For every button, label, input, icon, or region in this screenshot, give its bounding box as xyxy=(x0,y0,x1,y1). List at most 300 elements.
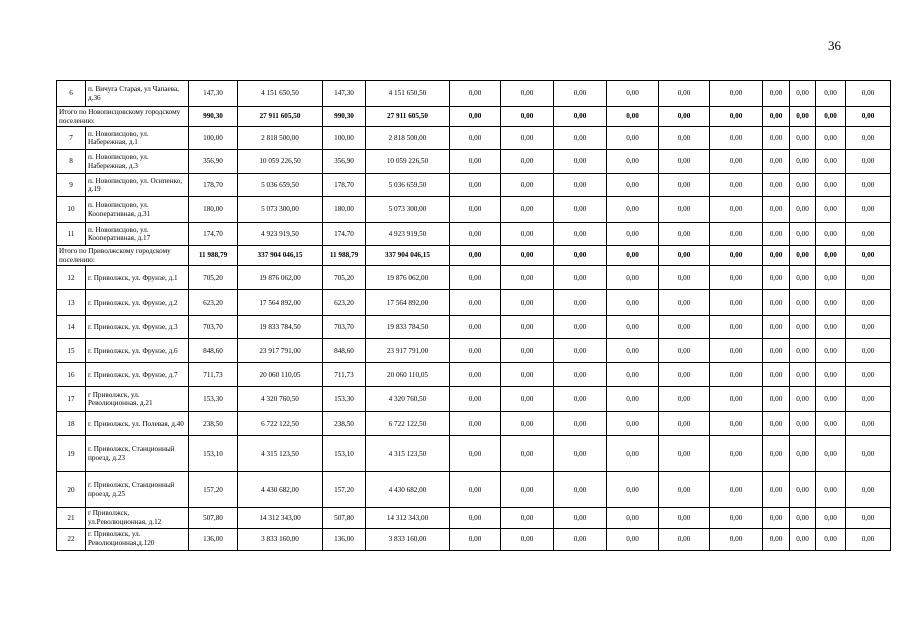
row-number: 15 xyxy=(57,339,86,363)
value-cell: 0,00 xyxy=(659,528,710,550)
value-cell: 0,00 xyxy=(554,223,607,246)
value-cell: 0,00 xyxy=(846,387,891,412)
row-number: 19 xyxy=(57,436,86,472)
value-cell: 0,00 xyxy=(763,316,790,339)
value-cell: 0,00 xyxy=(607,412,659,436)
address-cell: п. Вичуга Старая, ул Чапаева, д.36 xyxy=(86,81,189,107)
value-cell: 0,00 xyxy=(816,508,846,528)
value-cell: 0,00 xyxy=(501,436,554,472)
row-number: 22 xyxy=(57,528,86,550)
address-cell: г. Приволжск, ул. Фрунзе, д.2 xyxy=(86,290,189,316)
value-cell: 0,00 xyxy=(846,81,891,107)
value-cell: 0,00 xyxy=(607,223,659,246)
value-cell: 0,00 xyxy=(607,508,659,528)
value-cell: 0,00 xyxy=(816,174,846,197)
value-cell: 14 312 343,00 xyxy=(366,508,450,528)
value-cell: 0,00 xyxy=(450,223,501,246)
address-cell: п. Новописцово, ул. Кооперативная, д.17 xyxy=(86,223,189,246)
value-cell: 174,70 xyxy=(189,223,238,246)
value-cell: 0,00 xyxy=(763,528,790,550)
value-cell: 623,20 xyxy=(189,290,238,316)
value-cell: 0,00 xyxy=(607,174,659,197)
address-cell: г. Приволжск, ул. Фрунзе, д.3 xyxy=(86,316,189,339)
value-cell: 0,00 xyxy=(501,508,554,528)
value-cell: 0,00 xyxy=(763,412,790,436)
row-number: 21 xyxy=(57,508,86,528)
value-cell: 0,00 xyxy=(554,339,607,363)
value-cell: 2 818 500,00 xyxy=(366,127,450,150)
value-cell: 4 923 919,50 xyxy=(238,223,323,246)
value-cell: 0,00 xyxy=(790,150,816,174)
value-cell: 0,00 xyxy=(763,150,790,174)
table-row xyxy=(57,387,891,412)
address-cell: г Приволжск, ул.Революционная, д.12 xyxy=(86,508,189,528)
value-cell: 0,00 xyxy=(790,436,816,472)
value-cell: 0,00 xyxy=(816,436,846,472)
value-cell: 0,00 xyxy=(710,363,763,387)
value-cell: 23 917 791,00 xyxy=(366,339,450,363)
table-row xyxy=(57,508,891,528)
value-cell: 153,30 xyxy=(323,387,366,412)
value-cell: 848,60 xyxy=(189,339,238,363)
value-cell: 0,00 xyxy=(501,316,554,339)
address-cell: г. Приволжск, ул. Фрунзе, д.7 xyxy=(86,363,189,387)
value-cell: 0,00 xyxy=(846,290,891,316)
value-cell: 0,00 xyxy=(501,528,554,550)
value-cell: 0,00 xyxy=(450,81,501,107)
value-cell: 0,00 xyxy=(607,472,659,508)
value-cell: 337 904 046,15 xyxy=(238,246,323,266)
value-cell: 0,00 xyxy=(763,508,790,528)
table-row xyxy=(57,339,891,363)
value-cell: 0,00 xyxy=(450,290,501,316)
value-cell: 0,00 xyxy=(501,127,554,150)
value-cell: 0,00 xyxy=(710,127,763,150)
address-cell: г. Приволжск, ул. Фрунзе, д.1 xyxy=(86,266,189,290)
value-cell: 4 151 650,50 xyxy=(366,81,450,107)
value-cell: 4 320 760,50 xyxy=(366,387,450,412)
value-cell: 0,00 xyxy=(607,436,659,472)
housing-registry-table xyxy=(56,80,891,551)
value-cell: 0,00 xyxy=(450,316,501,339)
value-cell: 0,00 xyxy=(710,436,763,472)
value-cell: 0,00 xyxy=(659,246,710,266)
value-cell: 0,00 xyxy=(607,266,659,290)
value-cell: 0,00 xyxy=(659,316,710,339)
value-cell: 0,00 xyxy=(816,412,846,436)
value-cell: 0,00 xyxy=(790,290,816,316)
value-cell: 0,00 xyxy=(790,339,816,363)
value-cell: 0,00 xyxy=(763,246,790,266)
table-row xyxy=(57,528,891,550)
value-cell: 0,00 xyxy=(450,339,501,363)
address-cell: г Приволжск, ул. Революционная, д.21 xyxy=(86,387,189,412)
value-cell: 0,00 xyxy=(659,197,710,223)
value-cell: 0,00 xyxy=(501,266,554,290)
value-cell: 0,00 xyxy=(501,107,554,127)
value-cell: 0,00 xyxy=(710,290,763,316)
value-cell: 4 430 682,00 xyxy=(238,472,323,508)
value-cell: 0,00 xyxy=(710,174,763,197)
row-number: 20 xyxy=(57,472,86,508)
value-cell: 238,50 xyxy=(189,412,238,436)
value-cell: 0,00 xyxy=(554,150,607,174)
value-cell: 2 818 500,00 xyxy=(238,127,323,150)
value-cell: 180,00 xyxy=(189,197,238,223)
value-cell: 0,00 xyxy=(790,81,816,107)
value-cell: 0,00 xyxy=(763,387,790,412)
page-number: 36 xyxy=(828,38,841,53)
value-cell: 0,00 xyxy=(816,266,846,290)
value-cell: 0,00 xyxy=(790,508,816,528)
value-cell: 0,00 xyxy=(450,508,501,528)
value-cell: 0,00 xyxy=(763,223,790,246)
table-row xyxy=(57,266,891,290)
value-cell: 0,00 xyxy=(607,316,659,339)
value-cell: 0,00 xyxy=(554,316,607,339)
value-cell: 238,50 xyxy=(323,412,366,436)
value-cell: 0,00 xyxy=(659,436,710,472)
value-cell: 3 833 160,00 xyxy=(366,528,450,550)
value-cell: 0,00 xyxy=(554,387,607,412)
address-cell: п. Новописцово, ул. Осипенко, д.19 xyxy=(86,174,189,197)
value-cell: 0,00 xyxy=(501,472,554,508)
value-cell: 0,00 xyxy=(710,339,763,363)
value-cell: 23 917 791,00 xyxy=(238,339,323,363)
value-cell: 5 073 300,00 xyxy=(366,197,450,223)
value-cell: 0,00 xyxy=(816,339,846,363)
value-cell: 20 060 110,05 xyxy=(238,363,323,387)
value-cell: 4 430 682,00 xyxy=(366,472,450,508)
value-cell: 0,00 xyxy=(816,197,846,223)
value-cell: 0,00 xyxy=(790,387,816,412)
value-cell: 5 073 300,00 xyxy=(238,197,323,223)
value-cell: 0,00 xyxy=(554,266,607,290)
value-cell: 19 876 062,00 xyxy=(238,266,323,290)
value-cell: 0,00 xyxy=(763,107,790,127)
value-cell: 0,00 xyxy=(846,174,891,197)
value-cell: 0,00 xyxy=(607,150,659,174)
value-cell: 0,00 xyxy=(554,197,607,223)
value-cell: 0,00 xyxy=(554,528,607,550)
value-cell: 0,00 xyxy=(846,127,891,150)
value-cell: 0,00 xyxy=(659,363,710,387)
value-cell: 0,00 xyxy=(554,363,607,387)
value-cell: 0,00 xyxy=(607,81,659,107)
table-row xyxy=(57,316,891,339)
value-cell: 6 722 122,50 xyxy=(238,412,323,436)
value-cell: 0,00 xyxy=(816,316,846,339)
value-cell: 848,60 xyxy=(323,339,366,363)
value-cell: 623,20 xyxy=(323,290,366,316)
value-cell: 0,00 xyxy=(450,528,501,550)
value-cell: 0,00 xyxy=(790,412,816,436)
value-cell: 0,00 xyxy=(846,316,891,339)
value-cell: 100,00 xyxy=(189,127,238,150)
value-cell: 0,00 xyxy=(659,127,710,150)
value-cell: 0,00 xyxy=(846,412,891,436)
value-cell: 0,00 xyxy=(790,472,816,508)
value-cell: 0,00 xyxy=(763,339,790,363)
value-cell: 0,00 xyxy=(450,266,501,290)
value-cell: 0,00 xyxy=(659,107,710,127)
value-cell: 0,00 xyxy=(554,107,607,127)
value-cell: 0,00 xyxy=(846,472,891,508)
value-cell: 4 315 123,50 xyxy=(366,436,450,472)
value-cell: 0,00 xyxy=(790,174,816,197)
value-cell: 4 320 760,50 xyxy=(238,387,323,412)
value-cell: 0,00 xyxy=(450,197,501,223)
value-cell: 0,00 xyxy=(763,197,790,223)
row-number: 10 xyxy=(57,197,86,223)
value-cell: 0,00 xyxy=(763,363,790,387)
table-row xyxy=(57,150,891,174)
address-cell: п. Новописцово, ул. Кооперативная, д.31 xyxy=(86,197,189,223)
value-cell: 0,00 xyxy=(607,363,659,387)
row-number: 14 xyxy=(57,316,86,339)
value-cell: 0,00 xyxy=(816,246,846,266)
value-cell: 0,00 xyxy=(501,387,554,412)
row-number: 16 xyxy=(57,363,86,387)
table-row xyxy=(57,472,891,508)
table-row xyxy=(57,127,891,150)
address-cell: п. Новописцово, ул. Набережная, д.3 xyxy=(86,150,189,174)
value-cell: 0,00 xyxy=(790,197,816,223)
value-cell: 0,00 xyxy=(763,81,790,107)
address-cell: п. Новописцово, ул. Набережная, д.1 xyxy=(86,127,189,150)
value-cell: 0,00 xyxy=(659,81,710,107)
value-cell: 136,00 xyxy=(189,528,238,550)
value-cell: 0,00 xyxy=(846,246,891,266)
value-cell: 0,00 xyxy=(710,223,763,246)
value-cell: 337 904 046,15 xyxy=(366,246,450,266)
value-cell: 153,30 xyxy=(189,387,238,412)
value-cell: 0,00 xyxy=(710,197,763,223)
value-cell: 0,00 xyxy=(501,174,554,197)
address-cell: г. Приволжск, ул. Полевая, д.40 xyxy=(86,412,189,436)
value-cell: 3 833 160,00 xyxy=(238,528,323,550)
value-cell: 0,00 xyxy=(816,81,846,107)
value-cell: 11 988,79 xyxy=(323,246,366,266)
value-cell: 0,00 xyxy=(659,150,710,174)
address-cell: г. Приволжск, ул. Фрунзе, д.6 xyxy=(86,339,189,363)
value-cell: 990,30 xyxy=(323,107,366,127)
value-cell: 20 060 110,05 xyxy=(366,363,450,387)
value-cell: 0,00 xyxy=(846,339,891,363)
value-cell: 356,90 xyxy=(189,150,238,174)
value-cell: 11 988,79 xyxy=(189,246,238,266)
value-cell: 990,30 xyxy=(189,107,238,127)
value-cell: 19 876 062,00 xyxy=(366,266,450,290)
value-cell: 705,20 xyxy=(323,266,366,290)
value-cell: 19 833 784,50 xyxy=(238,316,323,339)
value-cell: 0,00 xyxy=(607,387,659,412)
value-cell: 0,00 xyxy=(816,150,846,174)
value-cell: 180,00 xyxy=(323,197,366,223)
value-cell: 100,00 xyxy=(323,127,366,150)
table-row xyxy=(57,363,891,387)
value-cell: 0,00 xyxy=(710,387,763,412)
value-cell: 0,00 xyxy=(501,150,554,174)
value-cell: 0,00 xyxy=(846,223,891,246)
value-cell: 10 059 226,50 xyxy=(366,150,450,174)
value-cell: 0,00 xyxy=(450,174,501,197)
total-row xyxy=(57,246,891,266)
value-cell: 0,00 xyxy=(816,528,846,550)
value-cell: 0,00 xyxy=(710,266,763,290)
value-cell: 0,00 xyxy=(846,266,891,290)
total-row xyxy=(57,107,891,127)
value-cell: 0,00 xyxy=(846,508,891,528)
value-cell: 0,00 xyxy=(450,107,501,127)
address-cell: г. Приволжск, Станционный проезд, д.23 xyxy=(86,436,189,472)
value-cell: 178,70 xyxy=(189,174,238,197)
value-cell: 0,00 xyxy=(554,508,607,528)
value-cell: 0,00 xyxy=(607,107,659,127)
row-number: 12 xyxy=(57,266,86,290)
total-label: Итого по Новописцовскому городскому поселению: xyxy=(57,107,189,127)
value-cell: 0,00 xyxy=(763,436,790,472)
value-cell: 157,20 xyxy=(323,472,366,508)
value-cell: 0,00 xyxy=(710,508,763,528)
value-cell: 0,00 xyxy=(763,290,790,316)
value-cell: 0,00 xyxy=(659,412,710,436)
table-row xyxy=(57,290,891,316)
row-number: 7 xyxy=(57,127,86,150)
value-cell: 0,00 xyxy=(607,127,659,150)
value-cell: 0,00 xyxy=(816,290,846,316)
value-cell: 0,00 xyxy=(846,436,891,472)
value-cell: 711,73 xyxy=(323,363,366,387)
value-cell: 4 151 650,50 xyxy=(238,81,323,107)
value-cell: 19 833 784,50 xyxy=(366,316,450,339)
value-cell: 0,00 xyxy=(763,127,790,150)
value-cell: 703,70 xyxy=(189,316,238,339)
value-cell: 0,00 xyxy=(710,246,763,266)
value-cell: 0,00 xyxy=(607,528,659,550)
value-cell: 4 315 123,50 xyxy=(238,436,323,472)
value-cell: 0,00 xyxy=(710,412,763,436)
value-cell: 0,00 xyxy=(790,223,816,246)
value-cell: 153,10 xyxy=(189,436,238,472)
total-label: Итого по Приволжскому городскому поселению: xyxy=(57,246,189,266)
value-cell: 0,00 xyxy=(816,107,846,127)
value-cell: 0,00 xyxy=(501,197,554,223)
address-cell: г. Приволжск, Станционный проезд, д.25 xyxy=(86,472,189,508)
value-cell: 0,00 xyxy=(554,436,607,472)
address-cell: г. Приволжск, ул. Революционная,д.120 xyxy=(86,528,189,550)
value-cell: 147,30 xyxy=(189,81,238,107)
value-cell: 0,00 xyxy=(846,150,891,174)
value-cell: 507,80 xyxy=(323,508,366,528)
value-cell: 0,00 xyxy=(554,290,607,316)
value-cell: 27 911 605,50 xyxy=(238,107,323,127)
value-cell: 711,73 xyxy=(189,363,238,387)
value-cell: 0,00 xyxy=(501,223,554,246)
value-cell: 14 312 343,00 xyxy=(238,508,323,528)
value-cell: 0,00 xyxy=(790,246,816,266)
value-cell: 0,00 xyxy=(790,266,816,290)
row-number: 11 xyxy=(57,223,86,246)
table-row xyxy=(57,436,891,472)
value-cell: 0,00 xyxy=(554,127,607,150)
value-cell: 0,00 xyxy=(659,387,710,412)
value-cell: 136,00 xyxy=(323,528,366,550)
value-cell: 5 036 659,50 xyxy=(238,174,323,197)
value-cell: 0,00 xyxy=(501,290,554,316)
value-cell: 507,80 xyxy=(189,508,238,528)
value-cell: 0,00 xyxy=(607,197,659,223)
value-cell: 0,00 xyxy=(816,472,846,508)
value-cell: 0,00 xyxy=(763,174,790,197)
value-cell: 0,00 xyxy=(710,81,763,107)
value-cell: 178,70 xyxy=(323,174,366,197)
value-cell: 356,90 xyxy=(323,150,366,174)
value-cell: 0,00 xyxy=(816,127,846,150)
value-cell: 157,20 xyxy=(189,472,238,508)
value-cell: 0,00 xyxy=(607,246,659,266)
value-cell: 0,00 xyxy=(450,150,501,174)
value-cell: 0,00 xyxy=(501,363,554,387)
row-number: 17 xyxy=(57,387,86,412)
value-cell: 0,00 xyxy=(846,528,891,550)
table-row xyxy=(57,412,891,436)
value-cell: 147,30 xyxy=(323,81,366,107)
value-cell: 0,00 xyxy=(659,266,710,290)
row-number: 6 xyxy=(57,81,86,107)
value-cell: 703,70 xyxy=(323,316,366,339)
value-cell: 0,00 xyxy=(554,412,607,436)
value-cell: 0,00 xyxy=(501,246,554,266)
value-cell: 0,00 xyxy=(790,528,816,550)
value-cell: 0,00 xyxy=(450,436,501,472)
value-cell: 0,00 xyxy=(450,246,501,266)
value-cell: 27 911 605,50 xyxy=(366,107,450,127)
value-cell: 0,00 xyxy=(710,316,763,339)
value-cell: 0,00 xyxy=(659,290,710,316)
value-cell: 4 923 919,50 xyxy=(366,223,450,246)
value-cell: 0,00 xyxy=(710,107,763,127)
value-cell: 174,70 xyxy=(323,223,366,246)
value-cell: 0,00 xyxy=(710,472,763,508)
value-cell: 0,00 xyxy=(816,363,846,387)
value-cell: 0,00 xyxy=(659,174,710,197)
row-number: 8 xyxy=(57,150,86,174)
value-cell: 0,00 xyxy=(607,290,659,316)
value-cell: 0,00 xyxy=(710,150,763,174)
value-cell: 0,00 xyxy=(763,472,790,508)
value-cell: 0,00 xyxy=(710,528,763,550)
value-cell: 0,00 xyxy=(790,127,816,150)
value-cell: 0,00 xyxy=(554,81,607,107)
row-number: 13 xyxy=(57,290,86,316)
value-cell: 0,00 xyxy=(790,316,816,339)
value-cell: 0,00 xyxy=(554,174,607,197)
value-cell: 0,00 xyxy=(816,223,846,246)
value-cell: 17 564 892,00 xyxy=(366,290,450,316)
row-number: 18 xyxy=(57,412,86,436)
table-row xyxy=(57,81,891,107)
value-cell: 0,00 xyxy=(659,508,710,528)
value-cell: 0,00 xyxy=(450,412,501,436)
value-cell: 705,20 xyxy=(189,266,238,290)
value-cell: 10 059 226,50 xyxy=(238,150,323,174)
value-cell: 0,00 xyxy=(554,472,607,508)
value-cell: 0,00 xyxy=(659,472,710,508)
value-cell: 0,00 xyxy=(450,387,501,412)
table-row xyxy=(57,174,891,197)
value-cell: 153,10 xyxy=(323,436,366,472)
